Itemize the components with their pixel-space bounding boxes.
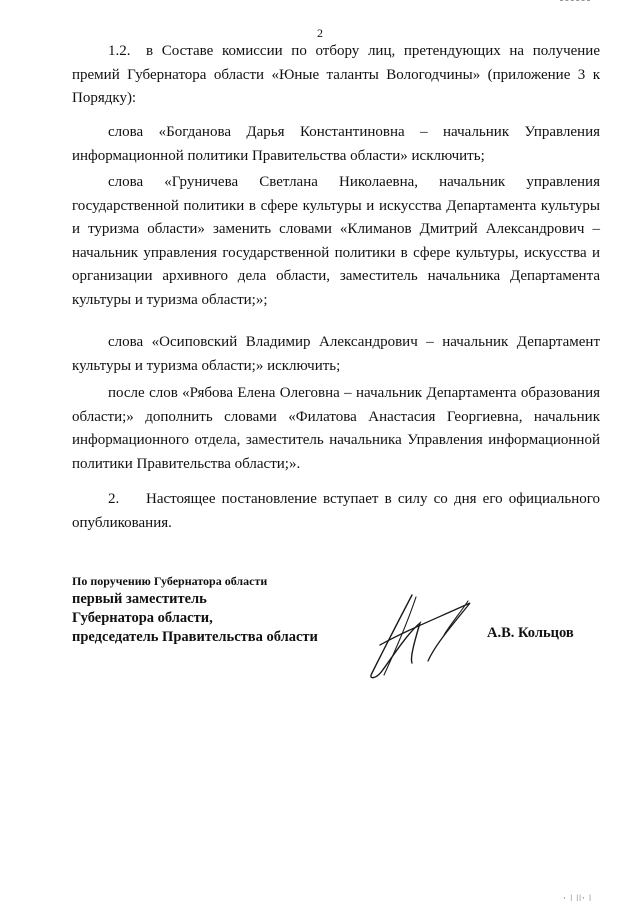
page-number: 2 [317, 26, 323, 40]
scan-mark [560, 0, 590, 4]
paragraph-text: в Составе комиссии по отбору лиц, претендующих на получение премий Губернатора области «Юные таланты Вологодчины» (приложение 3 к Порядку): [72, 43, 600, 107]
item-number: 2. [108, 491, 120, 507]
item-number: 1.2. [108, 43, 131, 59]
signer-position-2: Губернатора области, [72, 610, 213, 626]
signer-position-3: председатель Правительства области [72, 629, 318, 645]
signer-name: А.В. Кольцов [487, 625, 574, 641]
signer-authority: По поручению Губернатора области [72, 574, 268, 588]
signer-position-1: первый заместитель [72, 591, 207, 607]
signature-block [72, 572, 318, 647]
paragraph-text: Настоящее постановление вступает в силу со дня его официального опубликования. [72, 491, 600, 531]
paragraph-amendment-1: слова «Богданова Дарья Константиновна – начальник Управления информационной политики Правительства области» исключить; [72, 124, 600, 164]
paragraph-amendment-4: после слов «Рябова Елена Олеговна – начальник Департамента образования области;» дополнить словами «Филатова Анастасия Георгиевна, начальник информационного отдела, заместитель начальника Управления информационной политики Правительства области;». [72, 385, 600, 472]
footer-mark: · ǀ ǀǀ· ǀ [563, 893, 592, 903]
paragraph-2 [72, 488, 600, 535]
paragraph-1-2 [72, 40, 600, 111]
handwritten-signature [350, 583, 490, 683]
paragraph-amendment-2: слова «Груничева Светлана Николаевна, начальник управления государственной политики в сфере культуры и искусства Департамента культуры и туризма области» заменить словами «Климанов Дмитрий Александрович – начальник управления государственной политики в сфере культуры, искусства и организации архивного дела области, заместитель начальника Департамента культуры и туризма области;»; [72, 174, 600, 308]
paragraph-amendment-3: слова «Осиповский Владимир Александрович – начальник Департамент культуры и туризма области;» исключить; [72, 334, 600, 374]
